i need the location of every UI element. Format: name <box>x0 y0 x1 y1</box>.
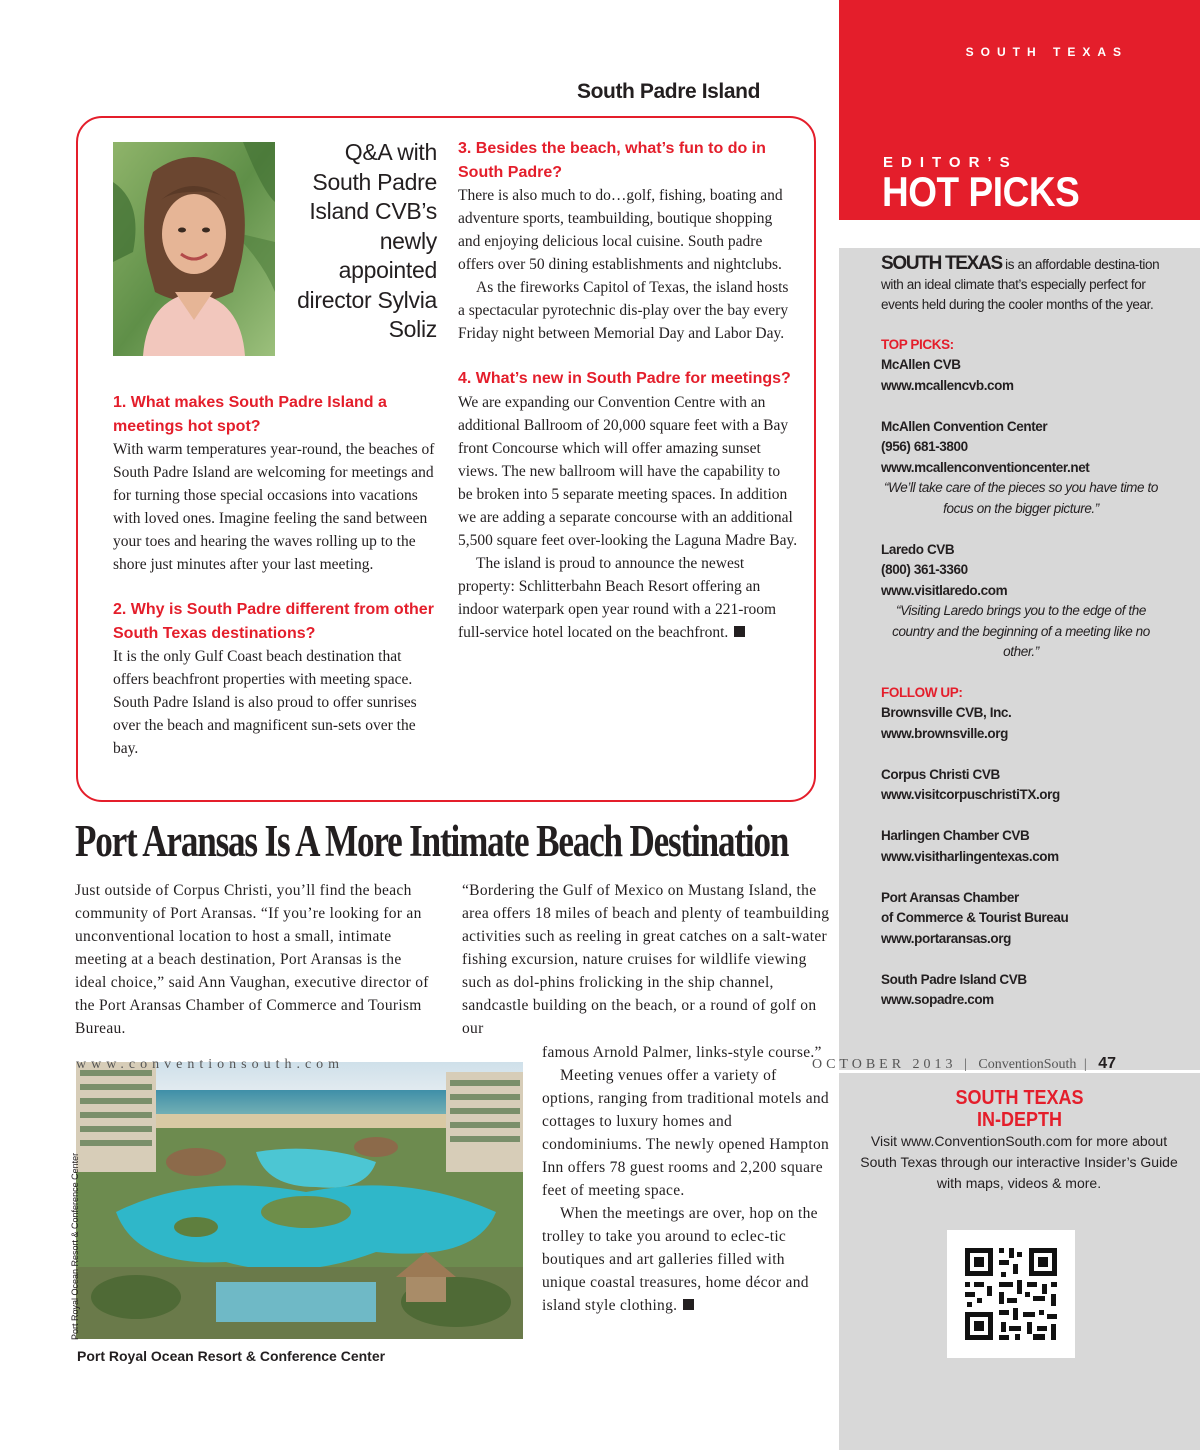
listing-line: Brownsville CVB, Inc. <box>881 705 1012 720</box>
qa-title: Q&A with South Padre Island CVB’s newly appointed director Sylvia Soliz <box>297 139 437 342</box>
answer-2: It is the only Gulf Coast beach destination that offers beachfront properties with meeting space. South Padre Island is also proud to offer sunrises over the beach and magnificent sun-sets over the bay. <box>113 648 417 757</box>
top-picks-heading: TOP PICKS: <box>881 337 954 352</box>
listing-link[interactable]: www.mcallenconventioncenter.net <box>881 459 1090 475</box>
sidebar-intro <box>881 254 1161 315</box>
footer-separator: | <box>1083 1057 1091 1072</box>
listing-line: Harlingen Chamber CVB <box>881 828 1030 843</box>
listing-mcallen-convention-center <box>881 417 1161 520</box>
sidebar-listings <box>881 254 1161 1031</box>
follow-up-heading: FOLLOW UP: <box>881 685 963 700</box>
article-paragraph-4 <box>542 1202 832 1317</box>
listing-laredo-cvb <box>881 540 1161 663</box>
listing-link[interactable]: www.visitlaredo.com <box>881 582 1008 598</box>
qr-code-icon[interactable] <box>947 1230 1075 1358</box>
answer-3-paragraph-2: As the fireworks Capitol of Texas, the island hosts a spectacular pyrotechnic dis-play over the bay every Friday night between Memorial Day and Labor Day. <box>458 279 789 342</box>
listing-phone: (956) 681-3800 <box>881 439 968 454</box>
footer-brand: ConventionSouth <box>978 1057 1077 1072</box>
article-headline: Port Aransas Is A More Intimate Beach Destination <box>75 816 789 866</box>
photo-caption: Port Royal Ocean Resort & Conference Center <box>77 1348 386 1364</box>
hot-picks-title: HOT PICKS <box>882 168 1080 215</box>
question-3: 3. Besides the beach, what’s fun to do in South Padre? <box>458 140 766 181</box>
footer-folio <box>812 1055 1116 1073</box>
listing-quote: “We’ll take care of the pieces so you have time to focus on the bigger picture.” <box>884 480 1158 516</box>
listing-quote: “Visiting Laredo brings you to the edge of the country and the beginning of a meeting like no other.” <box>892 603 1150 659</box>
photo-credit: Port Royal Ocean Resort & Conference Center <box>70 1152 80 1340</box>
listing-harlingen <box>881 826 1161 867</box>
answer-4-paragraph-1: We are expanding our Convention Centre with an additional Ballroom of 20,000 square feet with a Bay front Concourse which will offer amazing sunset views. The new ballroom will have the capability to be broken into 5 separate meeting spaces. In addition we are adding a separate concourse with an additional 5,500 square feet over-looking the Laguna Madre Bay. <box>458 393 798 549</box>
listing-line: Corpus Christi CVB <box>881 766 1000 782</box>
answer-3-paragraph-1: There is also much to do…golf, fishing, boating and adventure sports, teambuilding, boutique shopping and enjoying delicious local cuisine. South padre offers over 50 dining establishments and nightclubs. <box>458 187 783 273</box>
qa-column-right <box>458 137 798 644</box>
listing-link[interactable]: www.sopadre.com <box>881 992 994 1007</box>
listing-line: Laredo CVB <box>881 541 955 557</box>
footer-url[interactable]: www.conventionsouth.com <box>76 1057 345 1072</box>
article-paragraph-3: Meeting venues offer a variety of options, ranging from traditional motels and cottages to luxury homes and condominiums. The newly opened Hampton Inn offers 78 guest rooms and 2,200 square feet of meeting space. <box>542 1067 830 1199</box>
section-header: South Padre Island <box>577 80 760 103</box>
listing-mcallen-cvb <box>881 355 1161 396</box>
end-mark-icon <box>683 1299 694 1310</box>
footer-issue: OCTOBER 2013 <box>811 1057 957 1072</box>
sidebar-region-label: SOUTH TEXAS <box>965 45 1128 59</box>
listing-link[interactable]: www.portaransas.org <box>881 930 1011 946</box>
portrait-photo <box>113 142 275 356</box>
listing-line: South Padre Island CVB <box>881 971 1027 987</box>
qa-column-left <box>113 391 438 760</box>
listing-link[interactable]: www.visitharlingentexas.com <box>881 848 1059 864</box>
listing-line: of Commerce & Tourist Bureau <box>881 910 1069 925</box>
article-column-2 <box>462 879 832 1040</box>
listing-link[interactable]: www.mcallencvb.com <box>881 377 1014 393</box>
article-paragraph-4-text: When the meetings are over, hop on the trolley to take you around to eclec-tic boutiques and art galleries filled with unique coastal treasures, home décor and island style clothing. <box>542 1205 818 1314</box>
article-paragraph-2-continued: famous Arnold Palmer, links-style course.” <box>542 1044 822 1061</box>
answer-4-paragraph-2-text: The island is proud to announce the newest property: Schlitterbahn Beach Resort offering an indoor waterpark open year round with a 221-room full-service hotel located on the beachfront. <box>458 554 777 641</box>
article-paragraph-2: “Bordering the Gulf of Mexico on Mustang Island, the area offers 18 miles of beach and plenty of teambuilding activities such as reeling in great catches on a salt-water fishing excursion, nature cruises for wildlife viewing such as dol-phins frolicking in the ship channel, sandcastle building on the beach, or a round of golf on our <box>462 882 830 1037</box>
sidebar-divider-strip <box>839 220 1200 248</box>
listing-south-padre <box>881 970 1161 1011</box>
editors-label: EDITOR’S <box>883 154 1018 171</box>
in-depth-title <box>857 1087 1182 1131</box>
listing-link[interactable]: www.visitcorpuschristiTX.org <box>881 787 1060 802</box>
listing-line: McAllen CVB <box>881 357 961 372</box>
question-2: 2. Why is South Padre different from other South Texas destinations? <box>113 601 434 642</box>
resort-photo <box>76 1062 523 1339</box>
in-depth-title-line-2: IN-DEPTH <box>976 1109 1062 1131</box>
question-4: 4. What’s new in South Padre for meetings? <box>458 370 791 387</box>
in-depth-body: Visit www.ConventionSouth.com for more about South Texas through our interactive Insider’s Guide with maps, videos & more. <box>860 1133 1178 1191</box>
listing-brownsville <box>881 703 1161 744</box>
sidebar-intro-text: is an affordable destina-tion with an ideal climate that’s especially perfect for events held during the cooler months of the year. <box>881 257 1160 312</box>
article-paragraph-1: Just outside of Corpus Christi, you’ll find the beach community of Port Aransas. “If you’re looking for an unconventional location to host a small, intimate meeting at a beach destination, Port Aransas is the ideal choice,” said Ann Vaughan, executive director of the Port Aransas Chamber of Commerce and Tourism Bureau. <box>75 882 429 1037</box>
footer-separator: | <box>964 1057 971 1072</box>
answer-1: With warm temperatures year-round, the beaches of South Padre Island are welcoming for meetings and for turning those special occasions into vacations with loved ones. Imagine feeling the sand between your toes and hearing the waves rolling up to the shore just minutes after your last meeting. <box>113 441 435 573</box>
answer-4-paragraph-2 <box>458 552 798 644</box>
hot-picks-sidebar <box>839 0 1200 1450</box>
in-depth-title-line-1: SOUTH TEXAS <box>955 1087 1084 1109</box>
listing-line: McAllen Convention Center <box>881 418 1048 434</box>
page-number: 47 <box>1098 1055 1116 1072</box>
sidebar-intro-lead: SOUTH TEXAS <box>881 253 1002 274</box>
listing-line: Port Aransas Chamber <box>881 889 1019 905</box>
article-column-3 <box>542 1041 832 1317</box>
listing-link[interactable]: www.brownsville.org <box>881 725 1008 741</box>
listing-corpus-christi <box>881 765 1161 806</box>
listing-port-aransas <box>881 888 1161 950</box>
end-mark-icon <box>734 626 745 637</box>
question-1: 1. What makes South Padre Island a meetings hot spot? <box>113 394 387 435</box>
listing-phone: (800) 361-3360 <box>881 562 968 577</box>
article-column-1 <box>75 879 435 1040</box>
